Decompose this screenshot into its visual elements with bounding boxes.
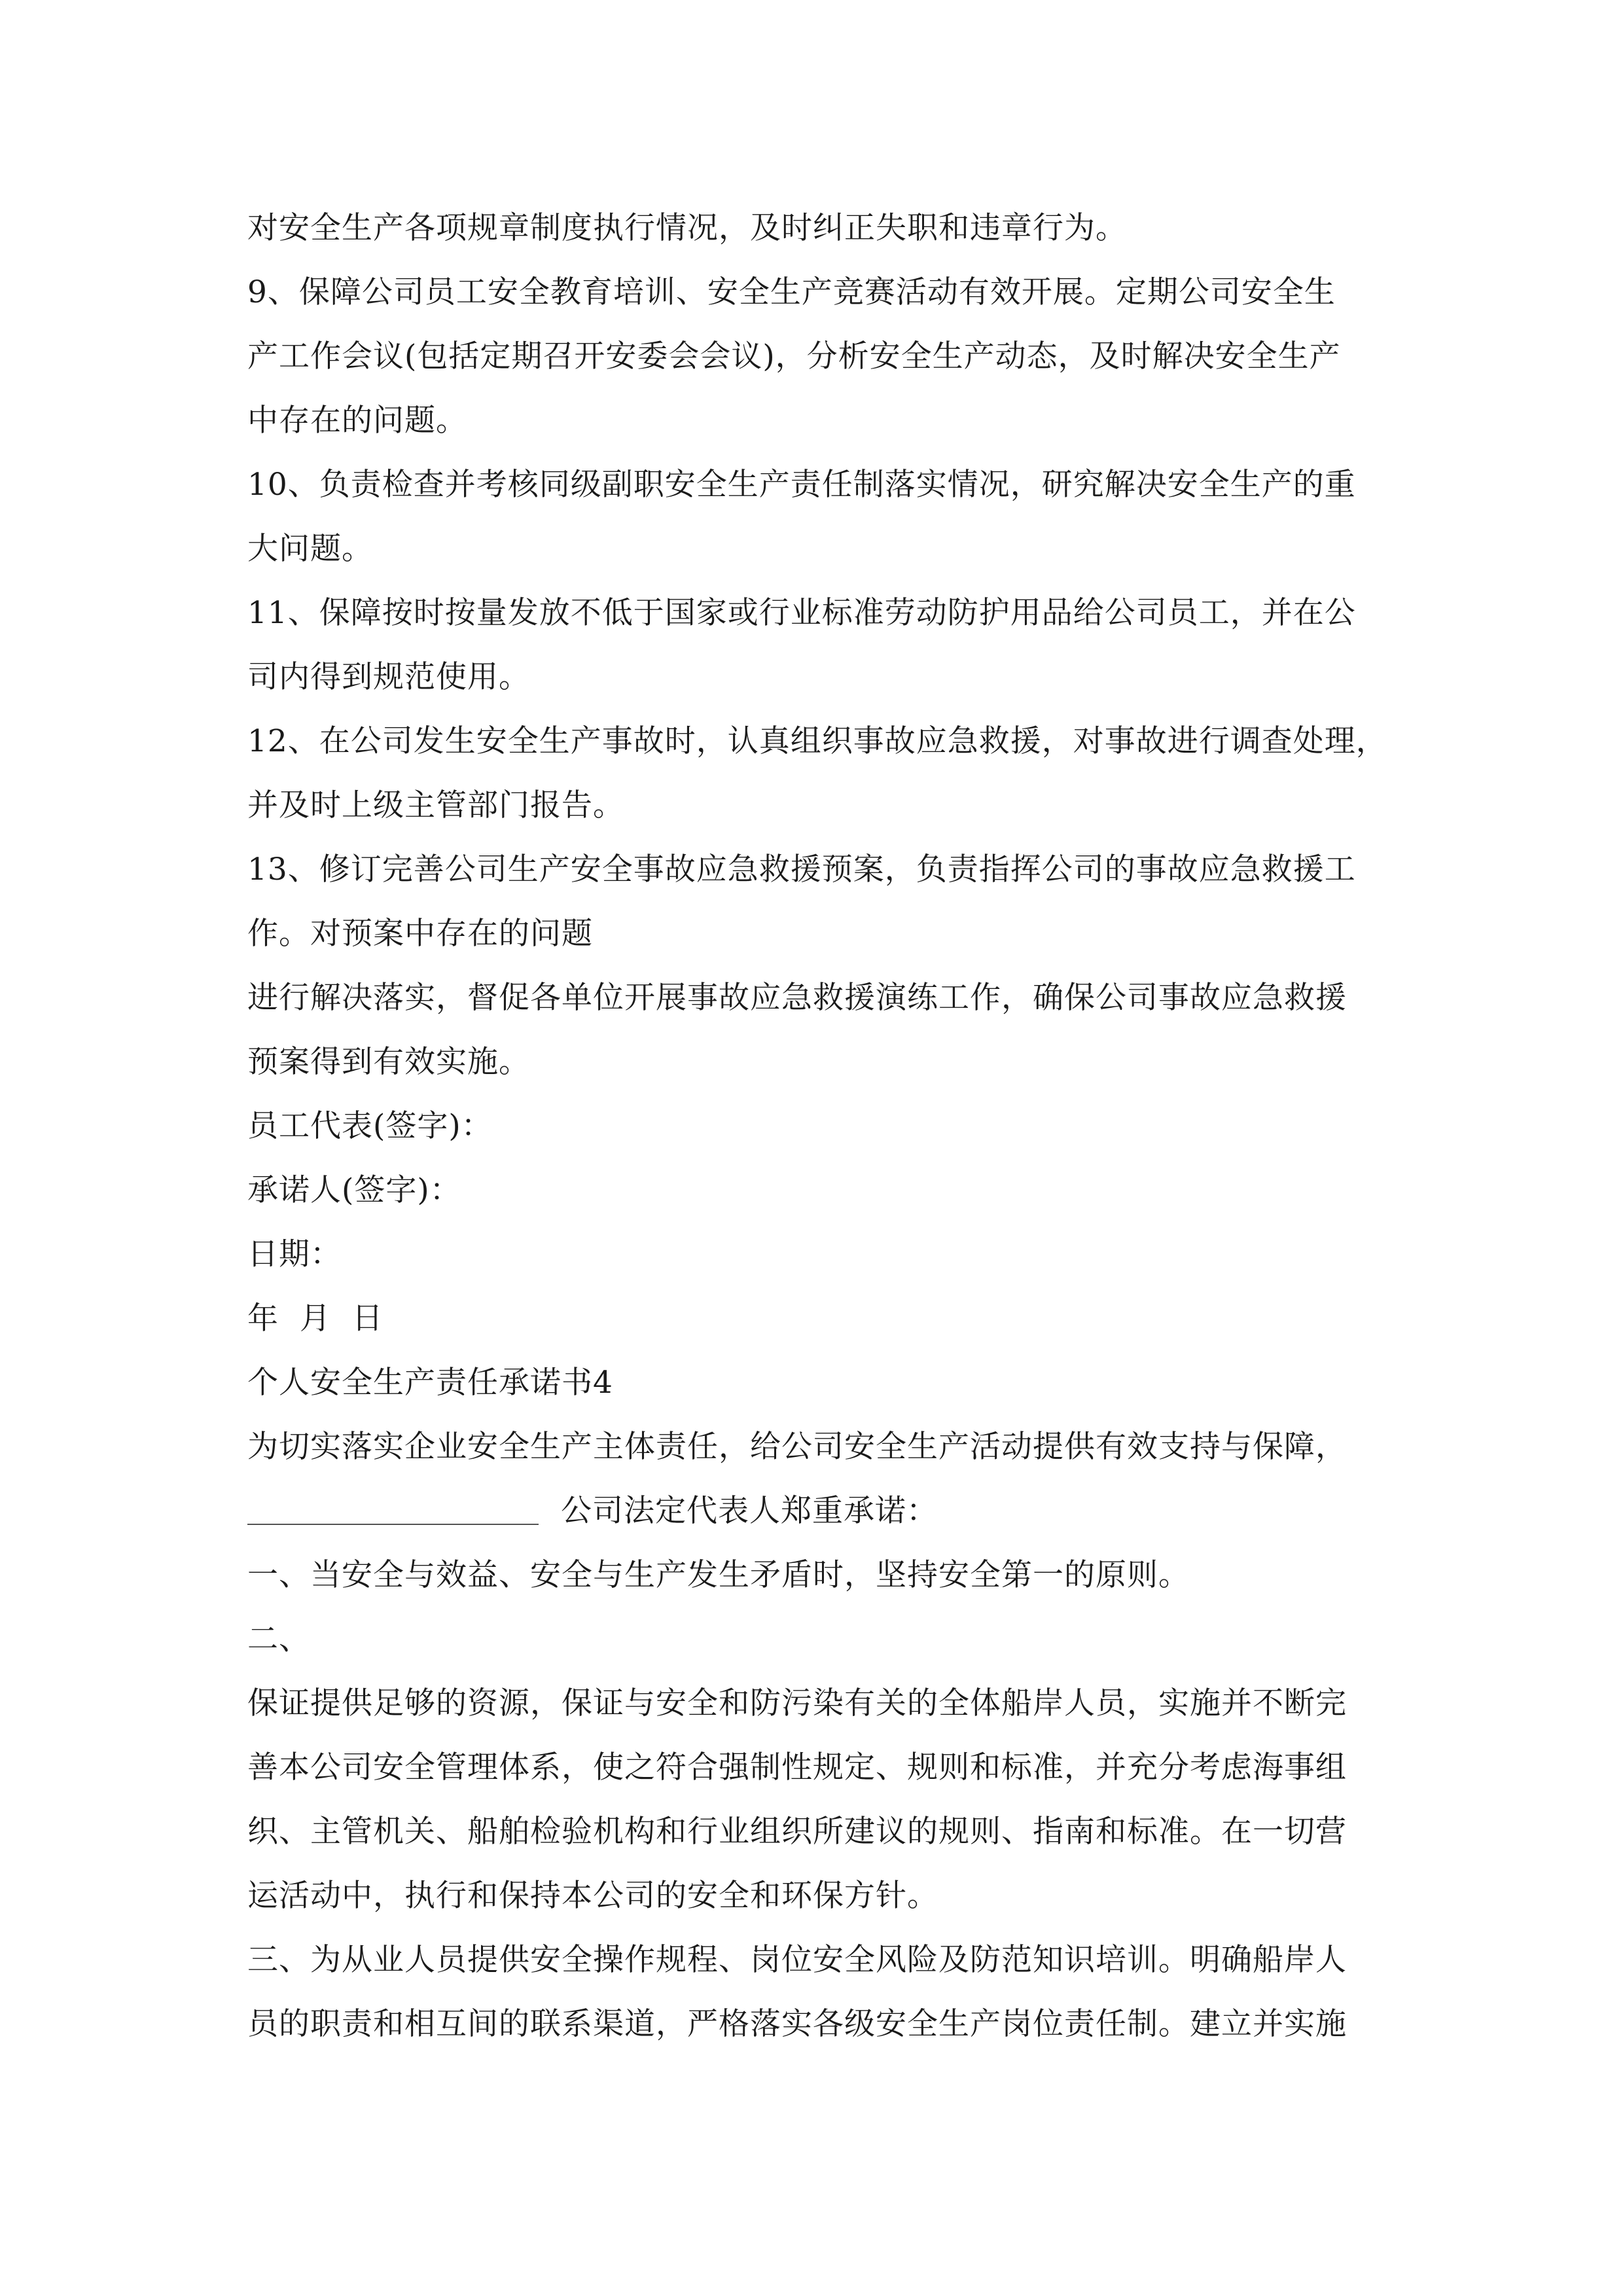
- text-line: 员的职责和相互间的联系渠道，严格落实各级安全生产岗位责任制。建立并实施: [247, 2006, 1347, 2042]
- date-label: 日期：: [247, 1236, 342, 1272]
- text-line: 三、为从业人员提供安全操作规程、岗位安全风险及防范知识培训。明确船岸人: [247, 1942, 1347, 1978]
- legal-rep-line: [247, 1479, 1380, 1543]
- text-line: 作。对预案中存在的问题: [247, 916, 593, 952]
- text-line: 11、保障按时按量发放不低于国家或行业标准劳动防护用品给公司员工，并在公: [247, 595, 1356, 631]
- text-line: 12、在公司发生安全生产事故时，认真组织事故应急救援，对事故进行调查处理，: [247, 723, 1387, 759]
- text-line: 二、: [247, 1621, 310, 1657]
- text-line: 为切实落实企业安全生产主体责任，给公司安全生产活动提供有效支持与保障，: [247, 1429, 1347, 1465]
- text-line: 进行解决落实，督促各单位开展事故应急救援演练工作，确保公司事故应急救援: [247, 980, 1347, 1016]
- fill-in-blank: [247, 1524, 539, 1525]
- text-line: 并及时上级主管部门报告。: [247, 787, 624, 823]
- signature-label-promisor: 承诺人(签字)：: [247, 1172, 461, 1208]
- text-line: 司内得到规范使用。: [247, 659, 530, 695]
- text-line: 对安全生产各项规章制度执行情况，及时纠正失职和违章行为。: [247, 210, 1127, 246]
- text-line: 预案得到有效实施。: [247, 1044, 530, 1080]
- legal-rep-text: 公司法定代表人郑重承诺：: [561, 1493, 938, 1529]
- text-line: 13、修订完善公司生产安全事故应急救援预案，负责指挥公司的事故应急救援工: [247, 852, 1356, 888]
- text-line: 织、主管机关、船舶检验机构和行业组织所建议的规则、指南和标准。在一切营: [247, 1814, 1347, 1850]
- text-line: 运活动中，执行和保持本公司的安全和环保方针。: [247, 1878, 938, 1914]
- text-line: 善本公司安全管理体系，使之符合强制性规定、规则和标准，并充分考虑海事组: [247, 1749, 1347, 1785]
- text-line: 10、负责检查并考核同级副职安全生产责任制落实情况，研究解决安全生产的重: [247, 467, 1356, 503]
- signature-label-employee: 员工代表(签字)：: [247, 1108, 493, 1144]
- text-line: 保证提供足够的资源，保证与安全和防污染有关的全体船岸人员，实施并不断完: [247, 1685, 1347, 1721]
- section-title: 个人安全生产责任承诺书4: [247, 1365, 613, 1401]
- date-fields: 年 月 日: [247, 1300, 383, 1336]
- text-line: 中存在的问题。: [247, 403, 467, 439]
- document-body: [247, 196, 1387, 2056]
- text-line: 一、当安全与效益、安全与生产发生矛盾时，坚持安全第一的原则。: [247, 1557, 1190, 1593]
- text-line: 产工作会议(包括定期召开安委会会议)，分析安全生产动态，及时解决安全生产: [247, 338, 1341, 374]
- text-line: 大问题。: [247, 531, 373, 567]
- text-line: 9、保障公司员工安全教育培训、安全生产竞赛活动有效开展。定期公司安全生: [247, 274, 1336, 310]
